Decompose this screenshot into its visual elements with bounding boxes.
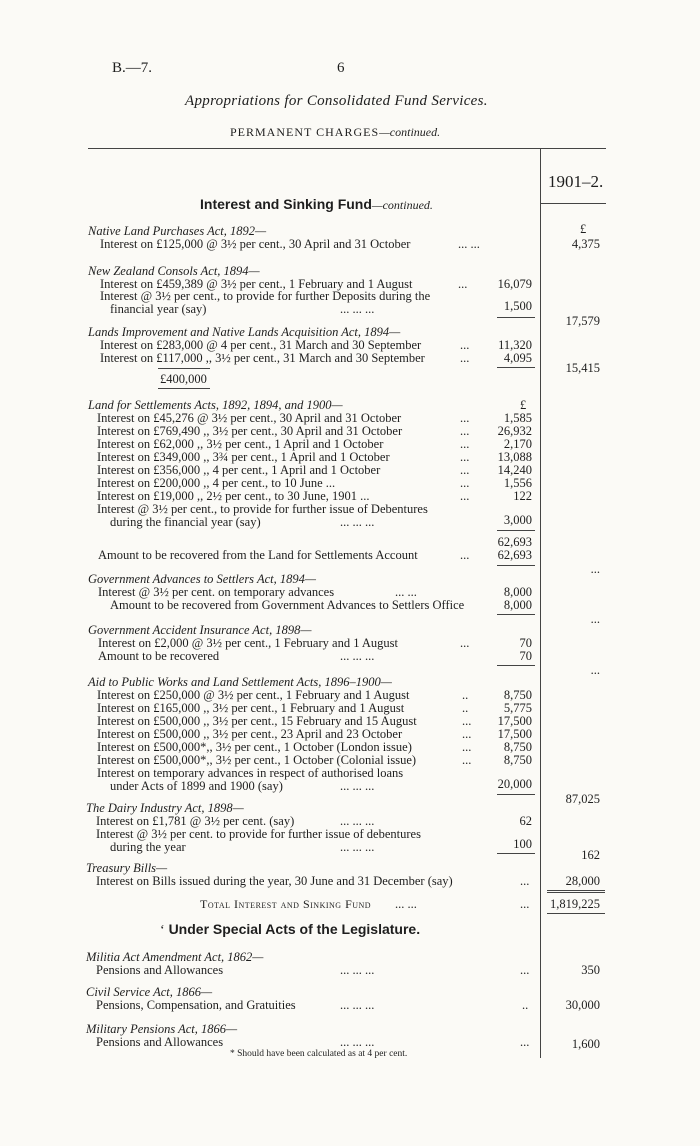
settlements-row-dots: ... xyxy=(460,450,470,464)
public-works-row: Interest on £500,000*,, 3½ per cent., 1 October (London issue) xyxy=(97,740,412,754)
consols-amount-2: 1,500 xyxy=(503,299,532,313)
settlements-row-dots: ... xyxy=(460,411,470,425)
advances-total: ... xyxy=(590,612,600,626)
act-lands-improvement: Lands Improvement and Native Lands Acquisition Act, 1894— xyxy=(88,325,401,339)
militia-total: 350 xyxy=(581,963,600,977)
settlements-row-amount: 1,556 xyxy=(503,476,532,490)
public-works-amount-7: 20,000 xyxy=(497,777,532,791)
page-title: Appropriations for Consolidated Fund Services. xyxy=(185,93,488,109)
settlements-row: Interest on £356,000 ,, 4 per cent., 1 April and 1 October xyxy=(97,463,381,477)
public-works-dots-8: ... ... ... xyxy=(340,779,375,793)
settlements-row-dots: ... xyxy=(460,437,470,451)
settlements-row-dots: ... xyxy=(460,424,470,438)
settlements-subtotal: 62,693 xyxy=(497,535,532,549)
accident-line-2: Amount to be recovered xyxy=(98,649,220,663)
year-column-header: 1901–2. xyxy=(548,172,604,191)
native-land-line: Interest on £125,000 @ 3½ per cent., 30 April and 31 October xyxy=(100,237,411,251)
settlements-row: Interest on £62,000 ,, 3½ per cent., 1 April and 1 October xyxy=(97,437,384,451)
year-header-rule xyxy=(540,203,606,204)
lands-improvement-sum-rule xyxy=(497,367,535,368)
footnote: * Should have been calculated as at 4 per cent. xyxy=(230,1049,408,1059)
accident-amount-2: 70 xyxy=(519,649,532,663)
advances-rule xyxy=(497,614,535,615)
public-works-row-dots: ... xyxy=(462,714,472,728)
column-divider xyxy=(540,148,541,1058)
subtitle-main: PERMANENT CHARGES xyxy=(230,125,380,139)
settlements-row-amount: 14,240 xyxy=(497,463,532,477)
report-reference: B.—7. xyxy=(112,60,153,76)
lands-improvement-dots-1: ... xyxy=(460,338,470,352)
public-works-rule xyxy=(497,794,535,795)
public-works-line-8: under Acts of 1899 and 1900 (say) xyxy=(110,779,283,793)
section-title-interest xyxy=(200,196,433,213)
treasury-line-1: Interest on Bills issued during the year, 30 June and 31 December (say) xyxy=(96,874,453,888)
militia-dots: ... ... ... xyxy=(340,963,375,977)
settlements-recovered-dots: ... xyxy=(460,548,470,562)
public-works-row-amount: 17,500 xyxy=(497,727,532,741)
military-total: 1,600 xyxy=(571,1037,600,1051)
public-works-row-amount: 5,775 xyxy=(503,701,532,715)
accident-amount-1: 70 xyxy=(519,636,532,650)
dairy-line-3: during the year xyxy=(110,840,186,854)
civil-total: 30,000 xyxy=(565,998,600,1012)
top-rule xyxy=(88,148,606,149)
act-military-pensions: Military Pensions Act, 1866— xyxy=(86,1022,238,1036)
act-civil-service: Civil Service Act, 1866— xyxy=(86,985,213,999)
accident-rule xyxy=(497,665,535,666)
dairy-amount-2: 100 xyxy=(513,837,532,851)
consols-line-1: Interest on £459,389 @ 3½ per cent., 1 February and 1 August xyxy=(100,277,413,291)
principal-rule-bottom xyxy=(158,388,210,389)
act-public-works: Aid to Public Works and Land Settlement Acts, 1896–1900— xyxy=(88,675,392,689)
act-accident-insurance: Government Accident Insurance Act, 1898— xyxy=(88,623,312,637)
public-works-row: Interest on £165,000 ,, 3½ per cent., 1 February and 1 August xyxy=(97,701,405,715)
settlements-recovered-line: Amount to be recovered from the Land for Settlements Account xyxy=(98,548,418,562)
page-number: 6 xyxy=(337,60,345,76)
public-works-row-dots: ... xyxy=(462,727,472,741)
settlements-currency: £ xyxy=(520,398,527,412)
public-works-row-dots: .. xyxy=(462,688,469,702)
settlements-row: Interest on £769,490 ,, 3½ per cent., 30 April and 31 October xyxy=(97,424,403,438)
settlements-row-amount: 26,932 xyxy=(497,424,532,438)
public-works-row-dots: ... xyxy=(462,740,472,754)
act-treasury-bills: Treasury Bills— xyxy=(86,861,168,875)
currency-symbol: £ xyxy=(580,222,587,236)
advances-amount-1: 8,000 xyxy=(503,585,532,599)
public-works-row: Interest on £250,000 @ 3½ per cent., 1 February and 1 August xyxy=(97,688,410,702)
grand-total-dots: ... ... xyxy=(395,897,417,911)
lands-improvement-line-1: Interest on £283,000 @ 4 per cent., 31 March and 30 September xyxy=(100,338,422,352)
consols-dots-3: ... ... ... xyxy=(340,302,375,316)
dairy-total: 162 xyxy=(581,848,600,862)
public-works-row-amount: 17,500 xyxy=(497,714,532,728)
accident-line-1: Interest on £2,000 @ 3½ per cent., 1 February and 1 August xyxy=(98,636,398,650)
settlements-row-amount: 122 xyxy=(513,489,532,503)
settlements-amount-8: 3,000 xyxy=(503,513,532,527)
settlements-row-dots: ... xyxy=(460,489,470,503)
advances-line-2: Amount to be recovered from Government Advances to Settlers Office xyxy=(110,598,465,612)
section-title-special-acts xyxy=(160,921,420,939)
public-works-row: Interest on £500,000 ,, 3½ per cent., 23 April and 23 October xyxy=(97,727,403,741)
accident-dots-2: ... ... ... xyxy=(340,649,375,663)
dairy-dots-3: ... ... ... xyxy=(340,840,375,854)
grand-total-rule-top-2 xyxy=(547,892,605,893)
lands-improvement-amount-1: 11,320 xyxy=(498,338,532,352)
grand-total-rule-top xyxy=(547,890,605,891)
consols-dots-1: ... xyxy=(458,277,468,291)
public-works-row-dots: .. xyxy=(462,701,469,715)
section-mark: ‘ xyxy=(160,923,165,938)
settlements-row: Interest on £45,276 @ 3½ per cent., 30 April and 31 October xyxy=(97,411,402,425)
lands-improvement-line-2: Interest on £117,000 ,, 3½ per cent., 31 March and 30 September xyxy=(100,351,425,365)
consols-line-3: financial year (say) xyxy=(110,302,207,316)
settlements-row-dots: ... xyxy=(460,463,470,477)
settlements-row-amount: 2,170 xyxy=(503,437,532,451)
settlements-total: ... xyxy=(590,562,600,576)
settlements-row-amount: 13,088 xyxy=(497,450,532,464)
public-works-row-amount: 8,750 xyxy=(503,688,532,702)
settlements-row-amount: 1,585 xyxy=(503,411,532,425)
militia-mid-dots: ... xyxy=(520,963,530,977)
accident-dots-1: ... xyxy=(460,636,470,650)
civil-line-1: Pensions, Compensation, and Gratuities xyxy=(96,998,296,1012)
consols-sum-rule xyxy=(497,317,535,318)
consols-line-2: Interest @ 3½ per cent., to provide for further Deposits during the xyxy=(100,289,431,303)
treasury-total: 28,000 xyxy=(565,874,600,888)
dairy-rule xyxy=(497,853,535,854)
militia-line-1: Pensions and Allowances xyxy=(96,963,224,977)
grand-total-amount: 1,819,225 xyxy=(550,897,600,911)
act-land-settlements: Land for Settlements Acts, 1892, 1894, and 1900— xyxy=(88,398,343,412)
military-mid-dots: ... xyxy=(520,1035,530,1049)
page-subtitle xyxy=(230,125,440,140)
advances-amount-2: 8,000 xyxy=(503,598,532,612)
native-land-total: 4,375 xyxy=(571,237,600,251)
act-militia: Militia Act Amendment Act, 1862— xyxy=(86,950,264,964)
lands-improvement-dots-2: ... xyxy=(460,351,470,365)
settlements-sum-rule xyxy=(497,530,535,531)
settlements-row: Interest on £349,000 ,, 3¾ per cent., 1 April and 1 October xyxy=(97,450,390,464)
settlements-line-9: during the financial year (say) xyxy=(110,515,261,529)
act-consols: New Zealand Consols Act, 1894— xyxy=(88,264,260,278)
subtitle-continued: —continued. xyxy=(379,125,441,139)
settlements-line-8: Interest @ 3½ per cent., to provide for further issue of Debentures xyxy=(97,502,428,516)
native-land-dots: ... ... xyxy=(458,237,480,251)
dairy-line-2: Interest @ 3½ per cent. to provide for further issue of debentures xyxy=(96,827,421,841)
consols-total: 17,579 xyxy=(565,314,600,328)
dairy-line-1: Interest on £1,781 @ 3½ per cent. (say) xyxy=(96,814,295,828)
treasury-dots: ... xyxy=(520,874,530,888)
military-dots: ... ... ... xyxy=(340,1035,375,1049)
act-dairy-industry: The Dairy Industry Act, 1898— xyxy=(86,801,244,815)
public-works-row: Interest on £500,000*,, 3½ per cent., 1 October (Colonial issue) xyxy=(97,753,417,767)
public-works-row-dots: ... xyxy=(462,753,472,767)
grand-total-rule-bottom xyxy=(547,913,605,914)
settlements-net-rule xyxy=(497,565,535,566)
military-line-1: Pensions and Allowances xyxy=(96,1035,224,1049)
lands-improvement-principal: £400,000 xyxy=(160,372,207,386)
advances-dots-1: ... ... xyxy=(395,585,417,599)
principal-rule-top xyxy=(158,368,210,369)
civil-dots: ... ... ... xyxy=(340,998,375,1012)
section-title-text: Interest and Sinking Fund xyxy=(200,196,372,212)
civil-mid-dots: .. xyxy=(522,998,529,1012)
accident-total: ... xyxy=(590,663,600,677)
section-title-continued: —continued. xyxy=(371,198,433,212)
grand-total-mid-dots: ... xyxy=(520,897,530,911)
grand-total-label: Total Interest and Sinking Fund xyxy=(200,897,372,911)
settlements-row: Interest on £200,000 ,, 4 per cent., to 10 June ... xyxy=(97,476,336,490)
settlements-dots-9: ... ... ... xyxy=(340,515,375,529)
lands-improvement-amount-2: 4,095 xyxy=(503,351,532,365)
dairy-amount-1: 62 xyxy=(519,814,532,828)
public-works-total: 87,025 xyxy=(565,792,600,806)
public-works-line-7: Interest on temporary advances in respect of authorised loans xyxy=(97,766,404,780)
public-works-row-amount: 8,750 xyxy=(503,740,532,754)
settlements-row-dots: ... xyxy=(460,476,470,490)
act-government-advances: Government Advances to Settlers Act, 1894— xyxy=(88,572,316,586)
public-works-row-amount: 8,750 xyxy=(503,753,532,767)
settlements-row: Interest on £19,000 ,, 2½ per cent., to 30 June, 1901 ... xyxy=(97,489,370,503)
dairy-dots-1: ... ... ... xyxy=(340,814,375,828)
act-native-land: Native Land Purchases Act, 1892— xyxy=(88,224,267,238)
public-works-row: Interest on £500,000 ,, 3½ per cent., 15 February and 15 August xyxy=(97,714,417,728)
advances-line-1: Interest @ 3½ per cent. on temporary advances xyxy=(98,585,335,599)
lands-improvement-total: 15,415 xyxy=(565,361,600,375)
settlements-recovered-amount: 62,693 xyxy=(497,548,532,562)
consols-amount-1: 16,079 xyxy=(497,277,532,291)
section-title-special-text: Under Special Acts of the Legislature. xyxy=(168,921,421,937)
